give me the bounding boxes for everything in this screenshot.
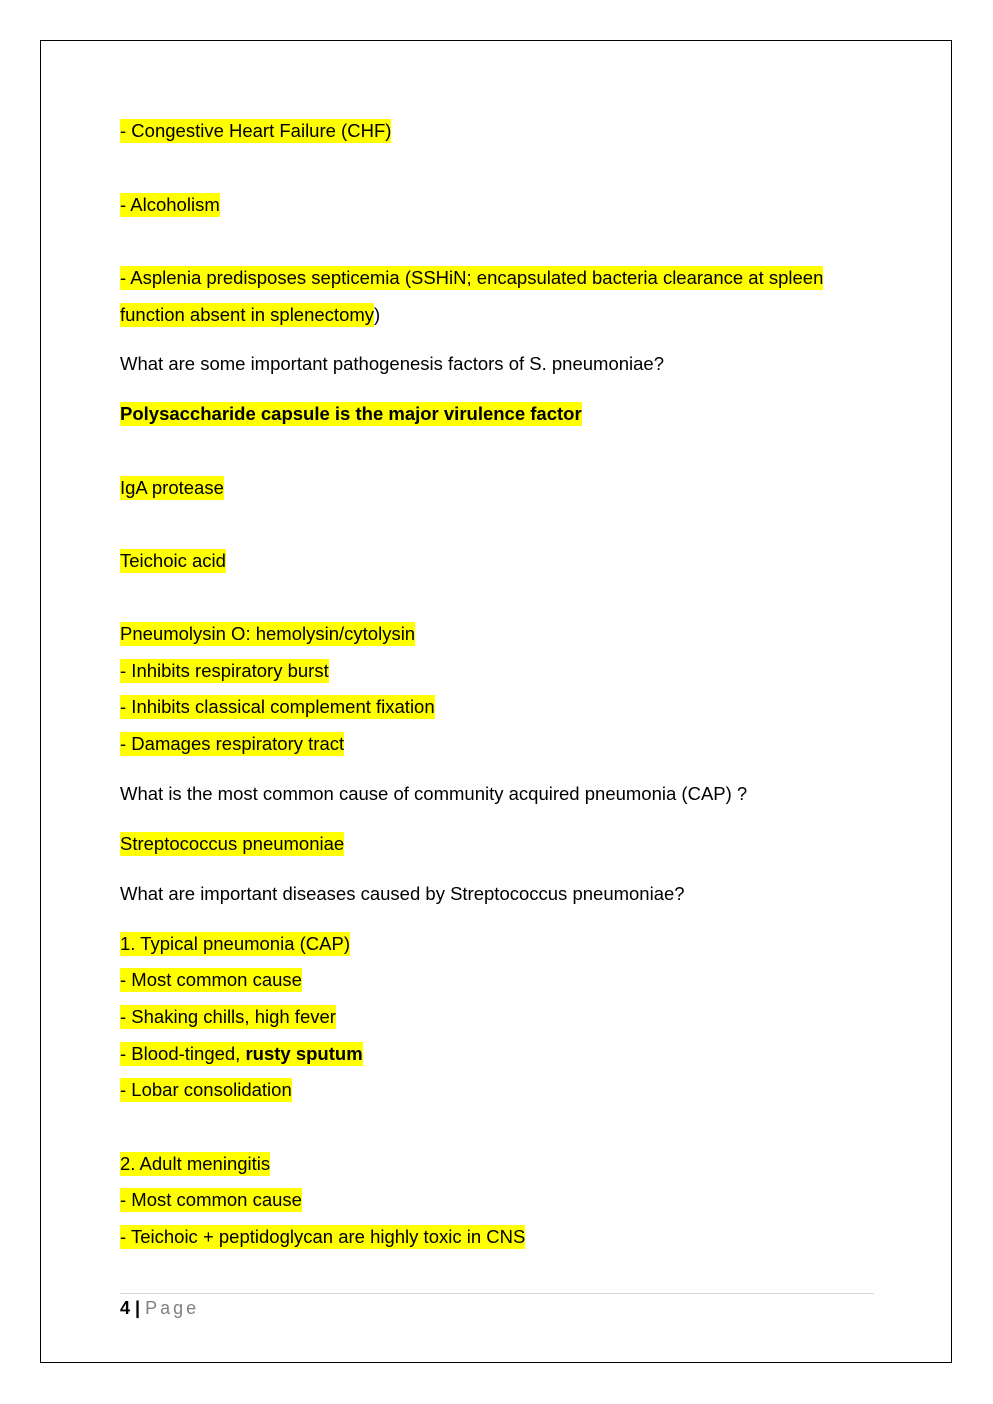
footer-divider [120, 1293, 874, 1294]
disease-typical-pneumonia [120, 932, 350, 956]
page-footer [120, 1297, 199, 1319]
page-label: Page [145, 1298, 200, 1318]
highlighted-text: - Damages respiratory tract [120, 733, 345, 754]
highlighted-text: - Blood-tinged, [120, 1043, 246, 1064]
risk-factor-asplenia-continued [120, 303, 380, 327]
risk-factor-asplenia [120, 266, 823, 290]
highlighted-text: function absent in splenectomy [120, 304, 375, 325]
risk-factor-alcoholism [120, 193, 220, 217]
highlighted-text: 2. Adult meningitis [120, 1153, 271, 1174]
highlighted-text: - Inhibits respiratory burst [120, 660, 329, 681]
pneumonia-detail-1 [120, 968, 302, 992]
disease-adult-meningitis [120, 1152, 270, 1176]
pneumolysin-effect-1 [120, 659, 329, 683]
question-pathogenesis [120, 352, 664, 376]
question-cap-cause [120, 782, 747, 806]
highlighted-text: Teichoic acid [120, 550, 226, 571]
pneumolysin-effect-3 [120, 732, 344, 756]
highlighted-text: - Alcoholism [120, 194, 220, 215]
answer-pneumolysin [120, 622, 415, 646]
risk-factor-chf [120, 119, 391, 143]
meningitis-detail-1 [120, 1188, 302, 1212]
pneumolysin-effect-2 [120, 695, 435, 719]
question-text: What are important diseases caused by Streptococcus pneumoniae? [120, 883, 685, 904]
page-number: 4 [120, 1298, 131, 1318]
highlighted-text: - Lobar consolidation [120, 1079, 292, 1100]
question-diseases [120, 882, 685, 906]
highlighted-text: - Inhibits classical complement fixation [120, 696, 435, 717]
answer-teichoic-acid [120, 549, 226, 573]
highlighted-text: IgA protease [120, 477, 224, 498]
highlighted-text: - Shaking chills, high fever [120, 1006, 336, 1027]
footer-separator: | [135, 1298, 141, 1318]
question-text: What are some important pathogenesis factors of S. pneumoniae? [120, 353, 664, 374]
highlighted-text: Streptococcus pneumoniae [120, 833, 345, 854]
pneumonia-detail-3 [120, 1042, 363, 1066]
highlighted-text: Pneumolysin O: hemolysin/cytolysin [120, 623, 416, 644]
plain-text: ) [374, 304, 381, 325]
highlighted-text: 1. Typical pneumonia (CAP) [120, 933, 350, 954]
answer-capsule [120, 402, 582, 426]
pneumonia-detail-4 [120, 1078, 292, 1102]
highlighted-text: Polysaccharide capsule is the major virulence factor [120, 403, 582, 424]
question-text: What is the most common cause of community acquired pneumonia (CAP) ? [120, 783, 748, 804]
highlighted-text: - Teichoic + peptidoglycan are highly toxic in CNS [120, 1226, 526, 1247]
highlighted-text: - Congestive Heart Failure (CHF) [120, 120, 392, 141]
highlighted-bold-text: rusty sputum [245, 1043, 363, 1064]
highlighted-text: - Asplenia predisposes septicemia (SSHiN; encapsulated bacteria clearance at spleen [120, 267, 824, 288]
highlighted-text: - Most common cause [120, 969, 302, 990]
meningitis-detail-2 [120, 1225, 525, 1249]
pneumonia-detail-2 [120, 1005, 336, 1029]
answer-strep-pneumoniae [120, 832, 344, 856]
highlighted-text: - Most common cause [120, 1189, 302, 1210]
answer-iga-protease [120, 476, 224, 500]
